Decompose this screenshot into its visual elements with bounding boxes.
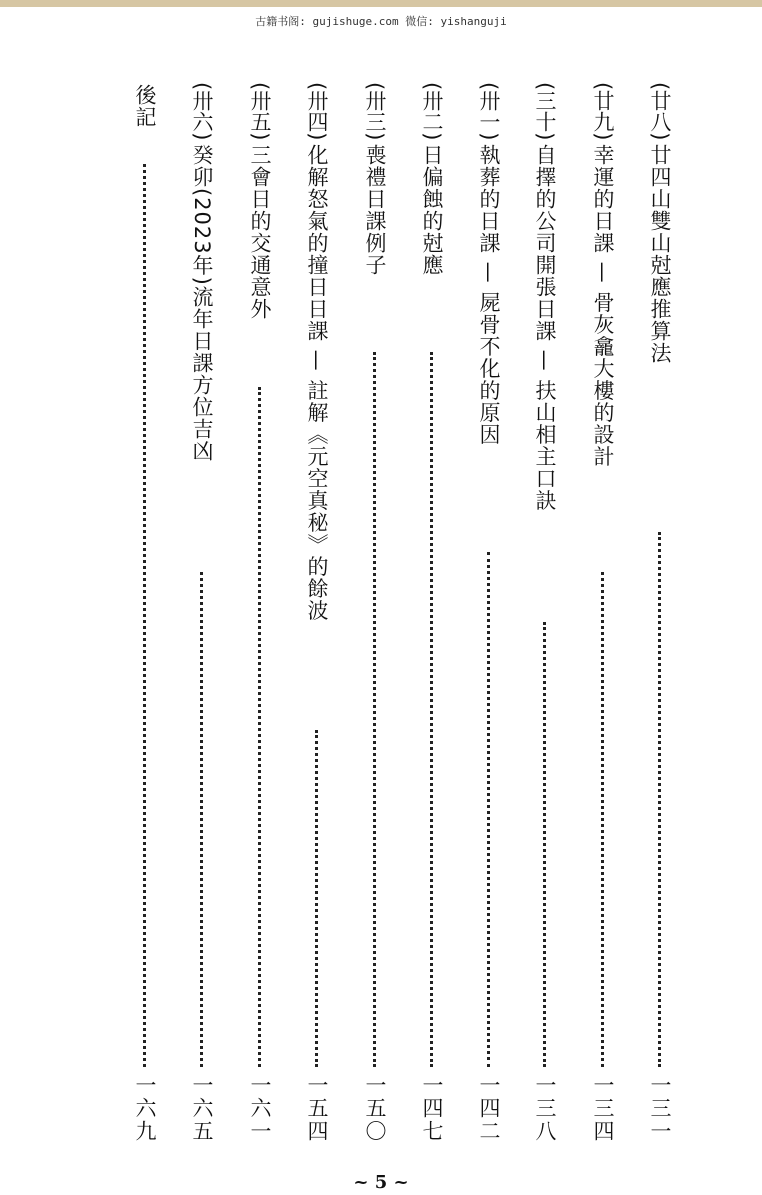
dot-leader [543, 622, 546, 1067]
entry-title: 幸運的日課 — 骨灰龕大樓的設計 [591, 144, 615, 468]
top-border [0, 0, 762, 7]
entry-page: 一六五 [190, 1074, 214, 1143]
entry-title: 執葬的日課 — 屍骨不化的原因 [477, 144, 501, 446]
entry-page: 一五〇 [363, 1074, 387, 1143]
entry-title: 三會日的交通意外 [248, 144, 272, 320]
entry-page: 一四七 [420, 1074, 444, 1143]
entry-page: 一六一 [248, 1074, 272, 1143]
entry-number: (卅一) [477, 82, 501, 141]
page-number: ~ 5 ~ [353, 1172, 409, 1193]
toc-entry-32[interactable] [417, 82, 447, 1157]
toc-entry-30[interactable] [530, 82, 560, 1157]
dot-leader [315, 730, 318, 1067]
entry-number: (卅三) [363, 82, 387, 141]
entry-page: 一三一 [648, 1074, 672, 1143]
entry-number: (三十) [533, 82, 557, 141]
entry-number: (廿九) [591, 82, 615, 141]
toc-entry-31[interactable] [474, 82, 504, 1157]
entry-page: 一三四 [591, 1074, 615, 1143]
entry-page: 一六九 [133, 1074, 157, 1143]
entry-title: 喪禮日課例子 [363, 144, 387, 276]
entry-title: 廿四山雙山尅應推算法 [648, 144, 672, 364]
toc-entry-35[interactable] [245, 82, 275, 1157]
entry-number: (卅六) [190, 82, 214, 141]
entry-page: 一三八 [533, 1074, 557, 1143]
dot-leader [373, 352, 376, 1067]
watermark: 古籍书阁: gujishuge.com 微信: yishanguji [255, 15, 507, 28]
dot-leader [430, 352, 433, 1067]
toc-entry-34[interactable] [302, 82, 332, 1157]
dot-leader [487, 552, 490, 1067]
toc-entry-33[interactable] [360, 82, 390, 1157]
toc-entry-29[interactable] [588, 82, 618, 1157]
entry-page: 一四二 [477, 1074, 501, 1143]
entry-title: 日偏蝕的尅應 [420, 144, 444, 276]
toc-entry-36[interactable] [187, 82, 217, 1157]
entry-title: 自擇的公司開張日課 — 扶山相主口訣 [533, 144, 557, 512]
entry-title: 後記 [133, 84, 157, 128]
entry-title: 癸卯(2023年)流年日課方位吉凶 [190, 144, 214, 462]
entry-page: 一五四 [305, 1074, 329, 1143]
entry-number: (廿八) [648, 82, 672, 141]
toc-entry-28[interactable] [645, 82, 675, 1157]
dot-leader [143, 164, 146, 1067]
toc-entry-afterword[interactable] [130, 82, 160, 1157]
entry-title: 化解怒氣的撞日日課 — 註解《元空真秘》的餘波 [305, 144, 329, 622]
entry-number: (卅四) [305, 82, 329, 141]
dot-leader [658, 532, 661, 1067]
dot-leader [258, 387, 261, 1067]
entry-number: (卅二) [420, 82, 444, 141]
dot-leader [200, 572, 203, 1067]
dot-leader [601, 572, 604, 1067]
entry-number: (卅五) [248, 82, 272, 141]
